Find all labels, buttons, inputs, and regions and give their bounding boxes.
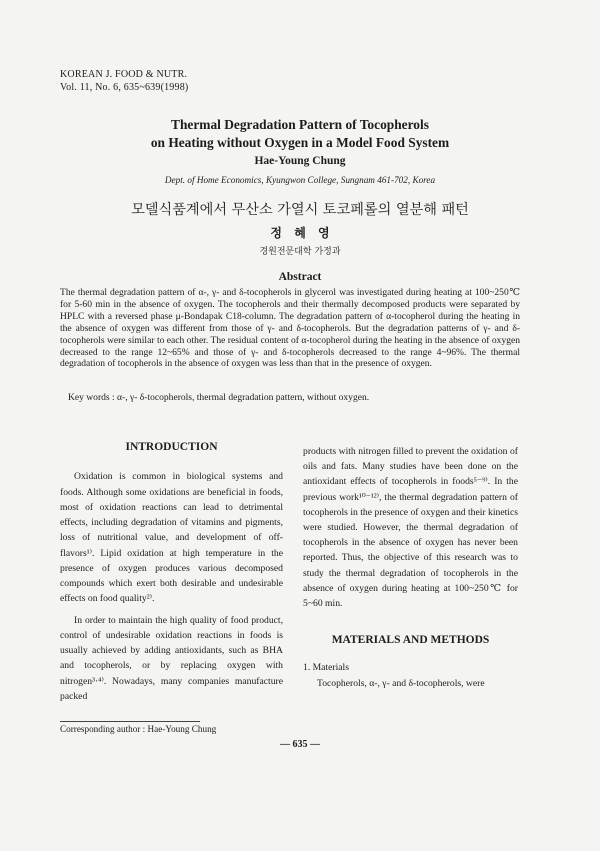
methods-heading: MATERIALS AND METHODS bbox=[331, 634, 490, 647]
right-column bbox=[303, 444, 518, 691]
keywords: Key words : α-, γ- δ-tocopherols, thermal degradation pattern, without oxygen. bbox=[68, 392, 370, 403]
intro-paragraph-2: In order to maintain the high quality of food product, control of undesirable oxidation reactions in foods is usually achieved by adding antioxidants, such as BHA and tocopherols, or by replacing oxygen with nitrogen³·⁴⁾. Nowadays, many companies manufacture packed bbox=[60, 614, 283, 702]
left-column bbox=[60, 440, 283, 704]
materials-subheading: 1. Materials bbox=[303, 662, 349, 674]
journal-citation bbox=[60, 68, 188, 94]
footnote-divider bbox=[60, 721, 200, 722]
page-number: — 635 — bbox=[280, 739, 320, 750]
intro-paragraph-2-continued: products with nitrogen filled to prevent the oxidation of oils and fats. Many studies have been done on the antioxidant effects of tocopherols in foods⁵⁻⁹⁾. In the previous work¹⁰⁻¹²⁾, the thermal degradation pattern of tocopherols in the presence of oxygen and their kinetics were studied. However, the thermal degradation of tocopherols in the absence of oxygen has never been reported. Thus, the objective of this research was to study the thermal degradation of tocopherols in the absence of oxygen during heating at 100~250℃ for 5~60 min. bbox=[303, 446, 518, 610]
author-name: Hae-Young Chung bbox=[254, 155, 346, 167]
author-affiliation: Dept. of Home Economics, Kyungwon College, Sungnam 461-702, Korea bbox=[164, 175, 436, 185]
paper-title bbox=[0, 116, 600, 152]
korean-title: 모델식품계에서 무산소 가열시 토코페롤의 열분해 패턴 bbox=[131, 202, 469, 218]
introduction-heading: INTRODUCTION bbox=[125, 441, 218, 453]
journal-name: KOREAN J. FOOD & NUTR. bbox=[60, 69, 188, 80]
korean-affiliation: 경원전문대학 가정과 bbox=[259, 247, 341, 257]
abstract-text: The thermal degradation pattern of α-, γ- and δ-tocopherols in glycerol was investigated during heating at 100~250℃ for 5-60 min in the absence of oxygen. The tocopherols and their thermally decomposed products were separated by HPLC with a reversed phase μ-Bondapak C18-column. The degradation pattern of α-tocopherol during the heating in the absence of oxygen was different from those of γ- and δ-tocopherols. But the degradation patterns of γ- and δ-tocopherols were similar to each other. The residual content of α-tocopherol during the heating in the absence of oxygen decreased to the range 12~65% and those of γ- and δ-tocopherols decreased to the range 4~96%. The thermal degradation of tocopherols in the absence of oxygen was less than that in the presence of oxygen. bbox=[60, 287, 520, 370]
intro-paragraph-1: Oxidation is common in biological systems and foods. Although some oxidations are beneficial in foods, most of oxidation reactions can lead to detrimental effects, including degradation of vitamins and pigments, loss of nutritional value, and development of off-flavors¹⁾. Lipid oxidation at high temperature in the presence of oxygen produces various decomposed compounds which exert both desirable and undesirable effects on food quality²⁾. bbox=[60, 471, 283, 605]
paper-title-line1: Thermal Degradation Pattern of Tocopherols bbox=[171, 117, 429, 132]
paper-title-line2: on Heating without Oxygen in a Model Food System bbox=[150, 135, 450, 150]
corresponding-author-footnote: Corresponding author : Hae-Young Chung bbox=[60, 724, 217, 734]
journal-volume: Vol. 11, No. 6, 635~639(1998) bbox=[60, 82, 189, 93]
materials-text: Tocopherols, α-, γ- and δ-tocopherols, were bbox=[317, 677, 485, 689]
abstract-heading: Abstract bbox=[278, 271, 322, 283]
korean-author-name: 정 혜 영 bbox=[270, 226, 330, 240]
